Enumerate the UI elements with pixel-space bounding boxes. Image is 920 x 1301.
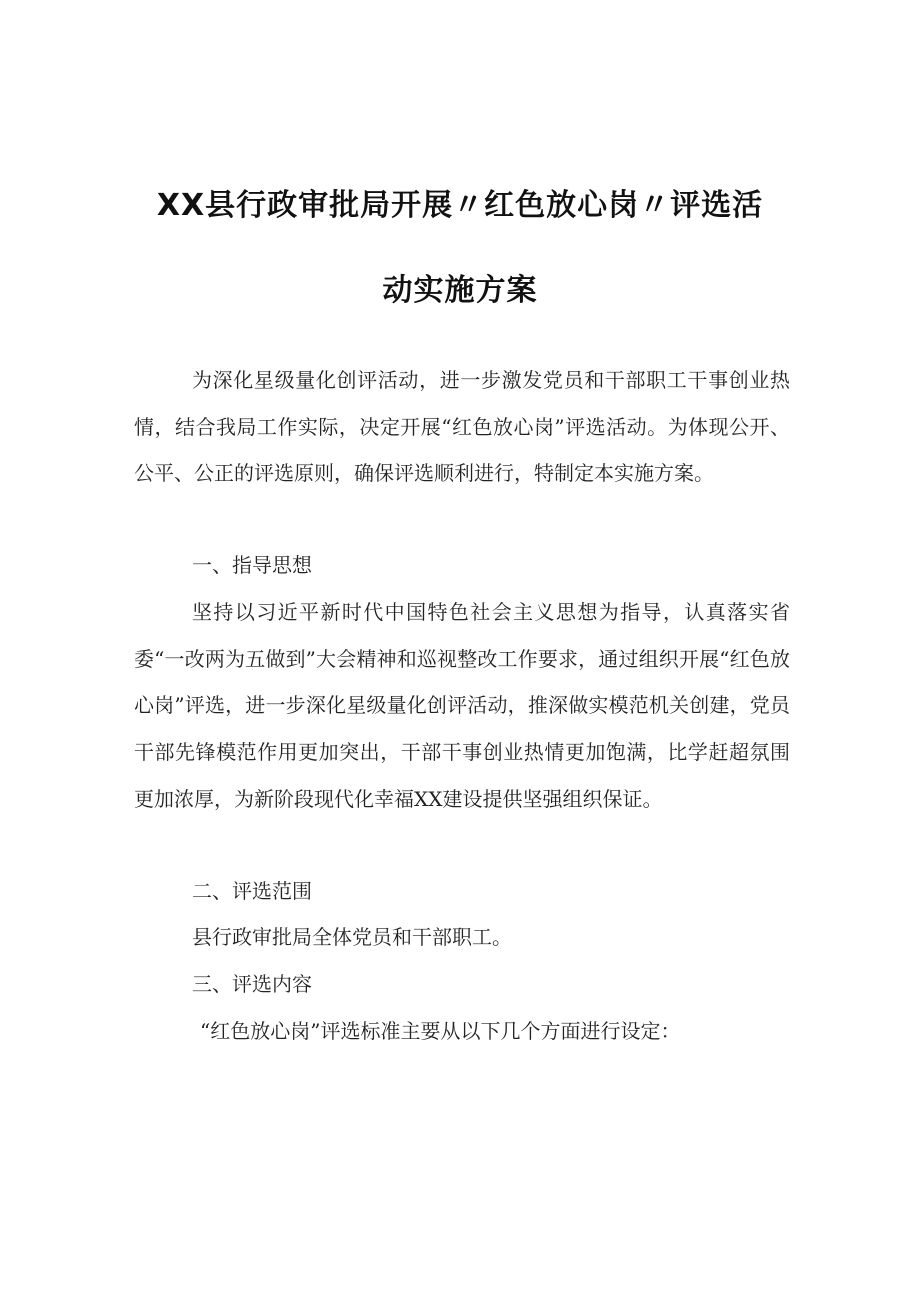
- document-title-line-1: XX县行政审批局开展〃红色放心岗〃评选活: [156, 188, 764, 223]
- section-3-heading: 三、评选内容: [192, 972, 312, 996]
- section-2-heading: 二、评选范围: [192, 879, 312, 903]
- intro-paragraph: 为深化星级量化创评活动，进一步激发党员和干部职工干事创业热情，结合我局工作实际，决定开展“红色放心岗”评选活动。为体现公开、公平、公正的评选原则，确保评选顺利进行，特制定本实施方案。: [134, 368, 790, 486]
- section-2-body: 县行政审批局全体党员和干部职工。: [192, 925, 512, 949]
- document-title-line-2: 动实施方案: [382, 273, 538, 308]
- section-3-body: “红色放心岗”评选标准主要从以下几个方面进行设定：: [200, 1019, 681, 1043]
- section-1-heading: 一、指导思想: [192, 553, 312, 577]
- section-1-body: 坚持以习近平新时代中国特色社会主义思想为指导，认真落实省委“一改两为五做到”大会精神和巡视整改工作要求，通过组织开展“红色放心岗”评选，进一步深化星级量化创评活动，推深做实模范机关创建，党员干部先锋模范作用更加突出，干部干事创业热情更加饱满，比学赶超氛围更加浓厚，为新阶段现代化幸福XX建设提供坚强组织保证。: [134, 600, 790, 811]
